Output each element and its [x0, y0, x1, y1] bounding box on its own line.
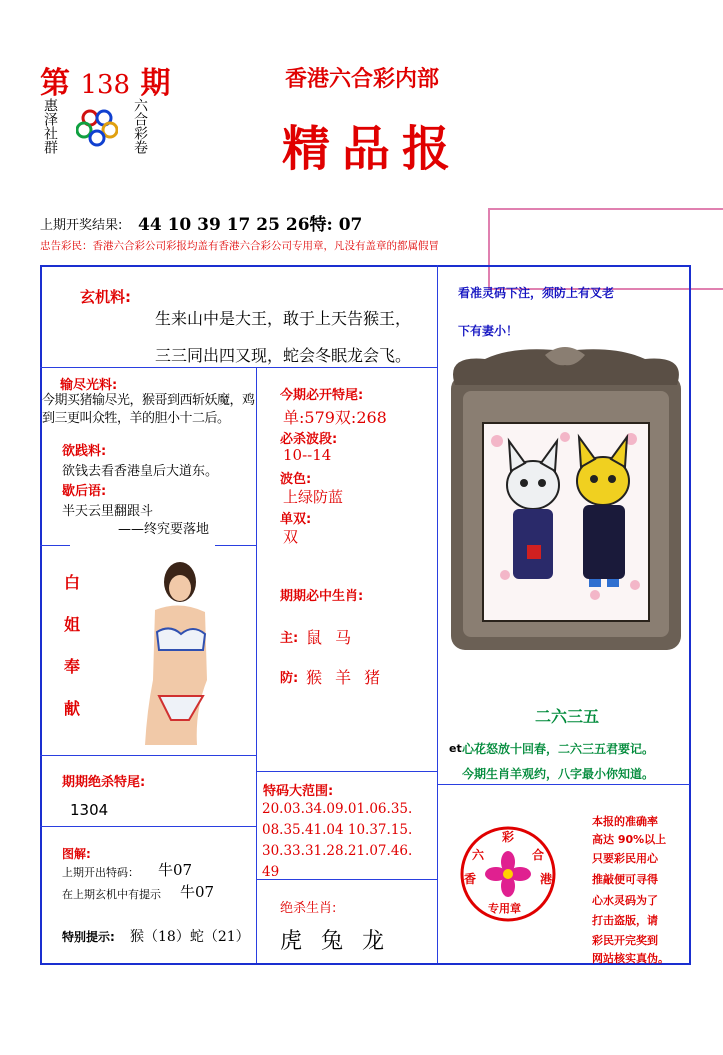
grid-mid-left [256, 368, 257, 963]
stamp-bottom: 专用章 [488, 902, 521, 915]
poem-line1: 心花怒放十回春，二六三五君要记。 [462, 742, 655, 756]
poem-prefix: et [449, 742, 462, 755]
tujie-label: 图解: [62, 847, 91, 861]
tujie-row2-label: 在上期玄机中有提示 [62, 888, 161, 901]
stamp-left-bottom: 香 [464, 872, 477, 886]
zodiac-main-value: 鼠 马 [306, 628, 356, 647]
color-value: 上绿防蓝 [283, 488, 344, 506]
grid-mid-right [437, 265, 438, 963]
special-value: 猴（18）蛇（21） [130, 929, 250, 945]
tujie-row2-value: 牛07 [180, 883, 215, 901]
mid-divider-b [256, 879, 438, 880]
wave-label: 必杀波段: [280, 432, 338, 447]
oddeven-label: 单双: [280, 512, 312, 527]
row2-divider-b [215, 545, 257, 546]
issue-value: 138 [80, 70, 131, 100]
accuracy-line: 本报的准确率 [592, 815, 658, 828]
kill-tail-value: 1304 [70, 801, 109, 819]
range-row3: 30.33.31.28.21.07.46. [262, 843, 413, 859]
stamp-right-bottom: 港 [540, 872, 553, 886]
zodiac-guard-label: 防: [280, 671, 299, 686]
stamp-top: 彩 [502, 830, 515, 844]
right-divider [437, 784, 690, 785]
official-stamp [458, 824, 558, 924]
right-top-line1: 看准灵码下注，须防上有叉老 [458, 286, 615, 300]
right-top-line2: 下有妻小！ [458, 324, 519, 338]
accuracy-line: 网站核实真伪。 [592, 952, 669, 965]
kill-zodiac-value: 虎 兔 龙 [280, 929, 390, 954]
xiehou-line1: 半天云里翻跟斗 [62, 504, 154, 519]
poem-line2: 今期生肖羊观约，八字最小你知道。 [462, 767, 655, 781]
accuracy-line: 彩民开完奖到 [592, 934, 658, 947]
tujie-row1-value: 牛07 [158, 861, 193, 879]
row2-divider-a [40, 545, 70, 546]
grid-right [689, 265, 691, 963]
xiehou-line2: ——终究要落地 [118, 522, 210, 537]
shusu-label: 输尽光料: [60, 378, 118, 393]
right-vertical-label: 六合彩卷 [132, 98, 148, 154]
tema-value: 单:579双:268 [283, 408, 387, 427]
zodiac-guard-value: 猴 羊 猪 [306, 668, 385, 687]
mid-divider [256, 771, 438, 772]
stamp-right-top: 合 [532, 848, 545, 862]
poem-title: 二六三五 [535, 707, 600, 726]
tema-label: 今期必开特尾: [280, 388, 364, 403]
top-title: 香港六合彩内部 [285, 66, 440, 92]
row1-divider [40, 367, 438, 368]
row3-divider [40, 755, 257, 756]
notice: 忠告彩民：香港六合彩公司彩报均盖有香港六合彩公司专用章，凡没有盖章的都属假冒 [40, 240, 439, 252]
xuanji-label: 玄机料: [80, 288, 131, 306]
kill-tail-label: 期期绝杀特尾: [62, 775, 146, 790]
color-label: 波色: [280, 472, 312, 487]
range-row4: 49 [262, 864, 280, 880]
tujie-row1-label: 上期开出特码： [62, 866, 139, 879]
yinyin-label: 欲践料: [62, 444, 107, 459]
kill-zodiac-label: 绝杀生肖: [280, 901, 337, 916]
wave-value: 10--14 [283, 446, 332, 464]
issue-prefix: 第 [40, 66, 70, 101]
accuracy-line: 推敲便可寻得 [592, 873, 658, 886]
model-photo [125, 560, 215, 745]
issue-number [40, 58, 171, 102]
results-label: 上期开奖结果: [40, 218, 123, 233]
xuanji-line2: 三三同出四又现，蛇会冬眠龙会飞。 [155, 346, 412, 365]
grid-top [40, 265, 690, 267]
range-label: 特码大范围: [263, 784, 334, 799]
xuanji-line1: 生来山中是大王，敢于上天告猴王， [155, 309, 412, 328]
big-title: 精品报 [282, 121, 463, 177]
girl-vertical: 白姐奉献 [64, 573, 81, 718]
lottery-logo-icon [76, 106, 118, 148]
ornate-frame-picture [445, 345, 687, 657]
zodiac-main-label: 主: [280, 631, 299, 646]
stamp-left-top: 六 [472, 848, 485, 862]
zodiac-label: 期期必中生肖: [280, 589, 364, 604]
pink-frame [488, 208, 723, 290]
range-row2: 08.35.41.04 10.37.15. [262, 822, 413, 838]
special-label: 特别提示: [62, 930, 115, 944]
accuracy-line: 打击盗版，请 [592, 914, 658, 927]
issue-suffix: 期 [140, 66, 171, 101]
results-numbers: 44 10 39 17 25 26特: 07 [138, 215, 363, 235]
accuracy-line: 高达 90%以上 [592, 833, 667, 846]
yinyin-text: 欲钱去看香港皇后大道东。 [62, 464, 219, 479]
left-vertical-label: 惠泽社群 [42, 98, 58, 154]
shusu-text: 今期买猪输尽光，猴哥到西斩妖魔，鸡到三更叫众牲，羊的胆小十二后。 [42, 393, 255, 426]
oddeven-value: 双 [283, 528, 299, 546]
accuracy-line: 心水灵码为了 [592, 894, 658, 907]
grid-left [40, 265, 42, 963]
range-row1: 20.03.34.09.01.06.35. [262, 801, 413, 817]
xiehou-label: 歇后语: [62, 484, 107, 499]
row4-divider [40, 826, 257, 827]
accuracy-line: 只要彩民用心 [592, 852, 658, 865]
